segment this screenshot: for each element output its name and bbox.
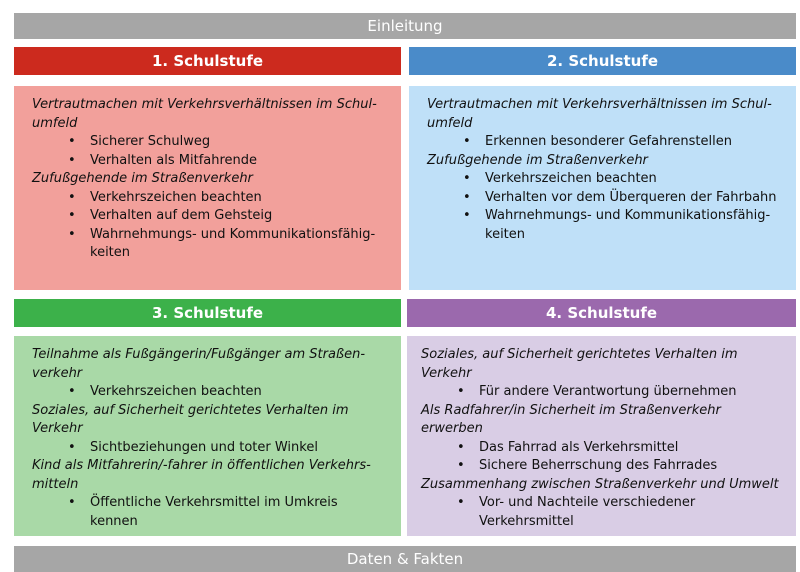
list-item: • Verhalten als Mitfahrende (68, 152, 387, 171)
topic-heading: Vertrautmachen mit Verkehrsverhältnissen im Schul-umfeld (32, 97, 377, 131)
list-item: • Erkennen besonderer Gefahrenstellen (463, 133, 782, 152)
stufe-3-panel (14, 336, 401, 536)
stufe-1-panel (14, 86, 401, 290)
list-item: • Verkehrszeichen beachten (68, 383, 387, 402)
topic-list (32, 133, 387, 170)
stufe-2-header[interactable]: 2. Schulstufe (409, 47, 796, 75)
stufe-1-header[interactable]: 1. Schulstufe (14, 47, 401, 75)
topic-heading: Zufußgehende im Straßenverkehr (427, 152, 648, 168)
stufe-2-panel (409, 86, 796, 290)
topic-list (427, 133, 782, 152)
stufe-4-panel (407, 336, 796, 536)
list-item: • Verhalten vor dem Überqueren der Fahrbahn (463, 189, 782, 208)
topic-heading: Teilnahme als Fußgängerin/Fußgänger am Straßen-verkehr (32, 347, 366, 381)
topic-heading: Soziales, auf Sicherheit gerichtetes Verhalten im Verkehr (32, 402, 349, 436)
topic-list (32, 494, 387, 531)
facts-bar[interactable]: Daten & Fakten (14, 546, 796, 572)
topic-heading: Soziales, auf Sicherheit gerichtetes Verhalten im Verkehr (421, 347, 738, 381)
topic-list (421, 494, 782, 531)
topic-list (427, 170, 782, 244)
topic-heading: Zufußgehende im Straßenverkehr (32, 171, 253, 186)
list-item: • Öffentliche Verkehrsmittel im Umkreis kennen (68, 494, 387, 531)
list-item: • Sichtbeziehungen und toter Winkel (68, 439, 387, 458)
list-item: • Das Fahrrad als Verkehrsmittel (457, 439, 782, 458)
list-item: • Wahrnehmungs- und Kommunikationsfähig-keiten (463, 207, 782, 244)
list-item: • Sichere Beherrschung des Fahrrades (457, 457, 782, 476)
list-item: • Vor- und Nachteile verschiedener Verkehrsmittel (457, 494, 782, 531)
list-item: • Für andere Verantwortung übernehmen (457, 383, 782, 402)
topic-heading: Vertrautmachen mit Verkehrsverhältnissen im Schul-umfeld (427, 97, 772, 131)
topic-list (32, 189, 387, 263)
topic-list (32, 383, 387, 402)
topic-heading: Zusammenhang zwischen Straßenverkehr und Umwelt (421, 476, 779, 492)
topic-list (421, 383, 782, 402)
list-item: • Wahrnehmungs- und Kommunikationsfähig-keiten (68, 226, 387, 263)
topic-heading: Kind als Mitfahrerin/-fahrer in öffentlichen Verkehrs-mitteln (32, 458, 371, 492)
list-item: • Verkehrszeichen beachten (463, 170, 782, 189)
topic-list (421, 439, 782, 476)
topic-list (32, 439, 387, 458)
list-item: • Verhalten auf dem Gehsteig (68, 207, 387, 226)
stufe-4-header[interactable]: 4. Schulstufe (407, 299, 796, 327)
list-item: • Verkehrszeichen beachten (68, 189, 387, 208)
list-item: • Sicherer Schulweg (68, 133, 387, 152)
stufe-3-header[interactable]: 3. Schulstufe (14, 299, 401, 327)
intro-bar[interactable]: Einleitung (14, 13, 796, 39)
topic-heading: Als Radfahrer/in Sicherheit im Straßenverkehr erwerben (421, 402, 721, 436)
